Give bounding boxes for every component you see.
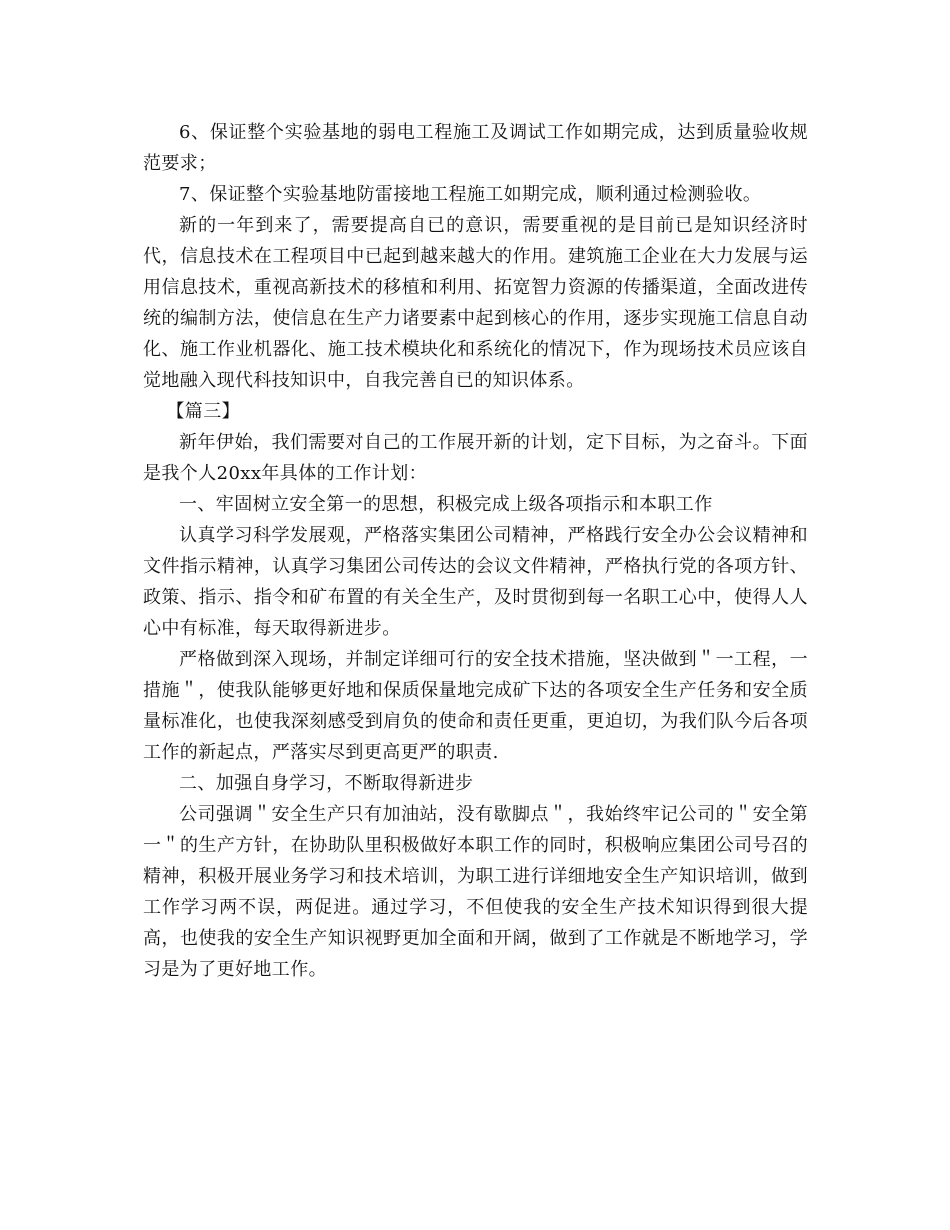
paragraph-item-6: 6、保证整个实验基地的弱电工程施工及调试工作如期完成，达到质量验收规范要求； [143,122,808,174]
document-body [143,117,808,985]
paragraph-study-policy: 认真学习科学发展观，严格落实集团公司精神，严格践行安全办公会议精神和文件指示精神，认真学习集团公司传达的会议文件精神，严格执行党的各项方针、政策、指示、指令和矿布置的有关全生产，及时贯彻到每一名职工心中，使得人人心中有标准，每天取得新进步。 [143,525,808,639]
paragraph-intro-plan: 新年伊始，我们需要对自己的工作展开新的计划，定下目标，为之奋斗。下面是我个人20xx年具体的工作计划： [143,432,808,484]
paragraph-new-year-awareness: 新的一年到来了，需要提高自已的意识，需要重视的是目前已是知识经济时代，信息技术在工程项目中已起到越来越大的作用。建筑施工企业在大力发展与运用信息技术，重视高新技术的移植和利用、拓宽智力资源的传播渠道，全面改进传统的编制方法，使信息在生产力诸要素中起到核心的作用，逐步实现施工信息自动化、施工作业机器化、施工技术模块化和系统化的情况下，作为现场技术员应该自觉地融入现代科技知识中，自我完善自已的知识体系。 [143,215,808,391]
paragraph-item-7: 7、保证整个实验基地防雷接地工程施工如期完成，顺利通过检测验收。 [179,184,762,205]
section-heading-two: 二、加强自身学习，不断取得新进步 [179,773,474,794]
paragraph-self-learning: 公司强调＂安全生产只有加油站，没有歇脚点＂，我始终牢记公司的＂安全第一＂的生产方针，在协助队里积极做好本职工作的同时，积极响应集团公司号召的精神，积极开展业务学习和技术培训，为职工进行详细地安全生产知识培训，做到工作学习两不误，两促进。通过学习，不但使我的安全生产技术知识得到很大提高，也使我的安全生产知识视野更加全面和开阔，做到了工作就是不断地学习，学习是为了更好地工作。 [143,804,808,980]
paragraph-onsite-measures: 严格做到深入现场，并制定详细可行的安全技术措施，坚决做到＂一工程，一措施＂，使我队能够更好地和保质保量地完成矿下达的各项安全生产任务和安全质量标准化，也使我深刻感受到肩负的使命和责任更重，更迫切，为我们队今后各项工作的新起点，严落实尽到更高更严的职责. [143,649,808,763]
section-heading-part-three: 【篇三】 [166,401,240,422]
section-heading-one: 一、牢固树立安全第一的思想，积极完成上级各项指示和本职工作 [179,494,713,515]
